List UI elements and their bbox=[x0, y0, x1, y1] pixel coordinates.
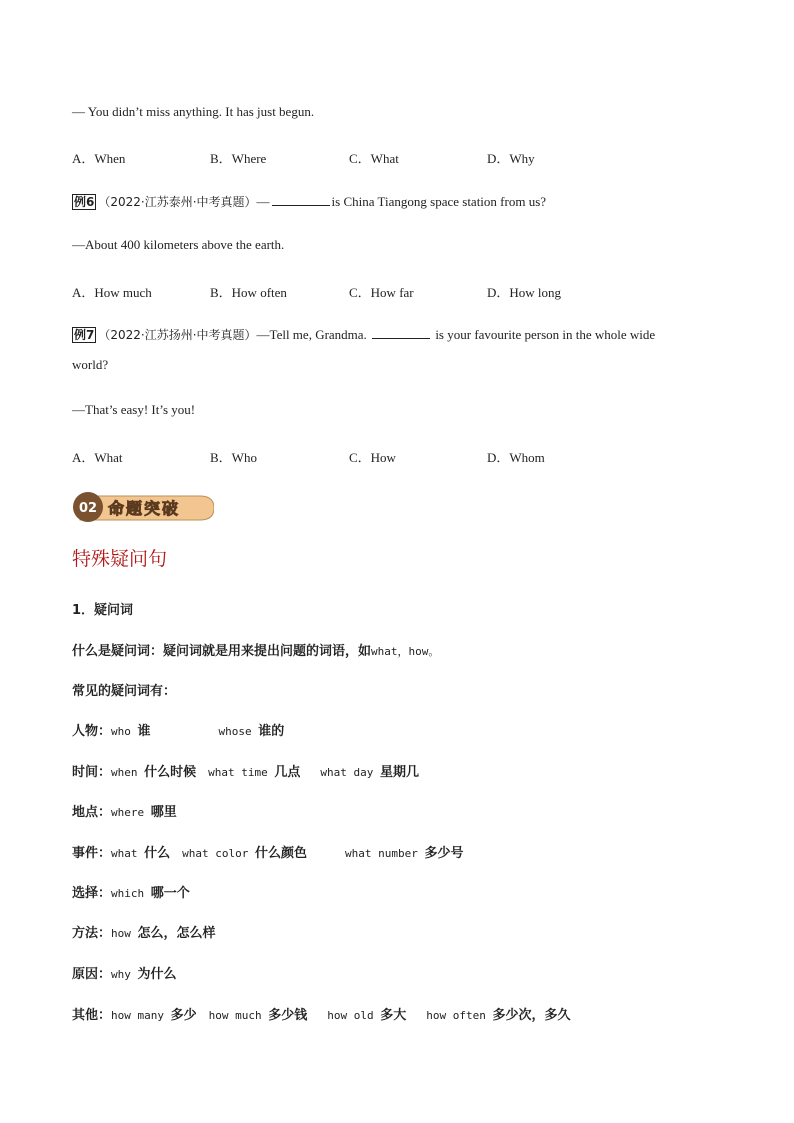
question-word-meaning: 谁的 bbox=[258, 724, 285, 739]
question-word-row bbox=[72, 963, 189, 982]
answer-blank bbox=[372, 326, 430, 339]
question-word-meaning: 多少次，多久 bbox=[492, 1008, 571, 1023]
question-word-meaning: 什么颜色 bbox=[255, 846, 308, 861]
question-prefix: —Tell me, Grandma. bbox=[256, 327, 367, 342]
question-word-row bbox=[72, 922, 228, 941]
question-word: what color bbox=[182, 847, 256, 860]
question-prefix: — bbox=[256, 194, 270, 209]
subsection-title: 1．疑问词 bbox=[72, 603, 134, 618]
example-tag: 例7 bbox=[74, 328, 95, 342]
answer-blank bbox=[272, 193, 330, 206]
category-label: 事件： bbox=[72, 846, 112, 861]
question-word: how old bbox=[327, 1009, 381, 1022]
question-word: how much bbox=[208, 1009, 269, 1022]
option-a: A．How much bbox=[72, 285, 152, 300]
question-word-row bbox=[72, 1004, 583, 1023]
option-d: D．Whom bbox=[487, 450, 545, 465]
option-b: B．How often bbox=[210, 285, 287, 300]
question-word: how many bbox=[111, 1009, 171, 1022]
example-tag: 例6 bbox=[74, 195, 95, 209]
definition-examples: what，how。 bbox=[371, 645, 440, 658]
common-words-label: 常见的疑问词有： bbox=[72, 684, 177, 699]
question-word-meaning: 多大 bbox=[380, 1008, 407, 1023]
category-label: 其他： bbox=[72, 1008, 112, 1023]
option-d: D．Why bbox=[487, 151, 535, 166]
question-word-meaning: 为什么 bbox=[137, 967, 177, 982]
question-word-meaning: 星期几 bbox=[380, 765, 420, 780]
example7-question bbox=[72, 326, 655, 343]
question-word: why bbox=[111, 968, 138, 981]
question-word: when bbox=[111, 766, 145, 779]
section-banner bbox=[72, 490, 214, 524]
example-source: （2022·江苏扬州·中考真题） bbox=[98, 328, 257, 342]
question-word-meaning: 哪一个 bbox=[150, 886, 190, 901]
option-b: B．Who bbox=[210, 450, 257, 465]
definition-text: 什么是疑问词：疑问词就是用来提出问题的词语，如 bbox=[72, 644, 372, 659]
question-word: what time bbox=[208, 766, 275, 779]
question-word-row bbox=[72, 720, 296, 739]
question-word-meaning: 多少钱 bbox=[268, 1008, 308, 1023]
question-word-row bbox=[72, 761, 449, 780]
question-word-row bbox=[72, 842, 486, 861]
question-word: which bbox=[111, 887, 151, 900]
question-word: how bbox=[111, 927, 138, 940]
question-word-meaning: 几点 bbox=[274, 765, 301, 780]
category-label: 地点： bbox=[72, 805, 112, 820]
question-word: what day bbox=[320, 766, 381, 779]
topic-heading: 特殊疑问句 bbox=[72, 548, 168, 570]
question-word-meaning: 哪里 bbox=[150, 805, 177, 820]
example5-answer: — You didn’t miss anything. It has just begun. bbox=[72, 104, 315, 119]
question-word-meaning: 什么时候 bbox=[144, 765, 197, 780]
option-c: C．How bbox=[349, 450, 396, 465]
option-d: D．How long bbox=[487, 285, 562, 300]
question-word: what bbox=[111, 847, 145, 860]
example6-answer: —About 400 kilometers above the earth. bbox=[72, 237, 285, 252]
question-text: is China Tiangong space station from us? bbox=[331, 194, 547, 209]
question-word-meaning: 多少号 bbox=[424, 846, 464, 861]
category-label: 人物： bbox=[72, 724, 112, 739]
example6-question bbox=[72, 193, 546, 210]
question-word: how often bbox=[426, 1009, 493, 1022]
question-word-row bbox=[72, 801, 189, 820]
section-banner-title: 命题突破 bbox=[108, 499, 181, 518]
question-word-meaning: 谁 bbox=[137, 724, 151, 739]
question-word: who bbox=[111, 725, 138, 738]
option-c: C．What bbox=[349, 151, 399, 166]
question-word-meaning: 什么 bbox=[144, 846, 171, 861]
category-label: 方法： bbox=[72, 926, 112, 941]
question-word: whose bbox=[218, 725, 259, 738]
example7-question-continued: world? bbox=[72, 357, 109, 372]
option-a: A．What bbox=[72, 450, 123, 465]
section-number: 02 bbox=[78, 501, 98, 516]
category-label: 时间： bbox=[72, 765, 112, 780]
category-label: 选择： bbox=[72, 886, 112, 901]
question-word-row bbox=[72, 882, 202, 901]
definition-line bbox=[72, 640, 439, 659]
option-c: C．How far bbox=[349, 285, 414, 300]
question-word: what number bbox=[345, 847, 425, 860]
example-source: （2022·江苏泰州·中考真题） bbox=[98, 195, 257, 209]
option-a: A．When bbox=[72, 151, 126, 166]
question-text: is your favourite person in the whole wide bbox=[435, 327, 656, 342]
question-word-meaning: 多少 bbox=[170, 1008, 197, 1023]
question-word: where bbox=[111, 806, 151, 819]
option-b: B．Where bbox=[210, 151, 267, 166]
category-label: 原因： bbox=[72, 967, 112, 982]
example7-answer: —That’s easy! It’s you! bbox=[72, 402, 196, 417]
question-word-meaning: 怎么，怎么样 bbox=[137, 926, 216, 941]
